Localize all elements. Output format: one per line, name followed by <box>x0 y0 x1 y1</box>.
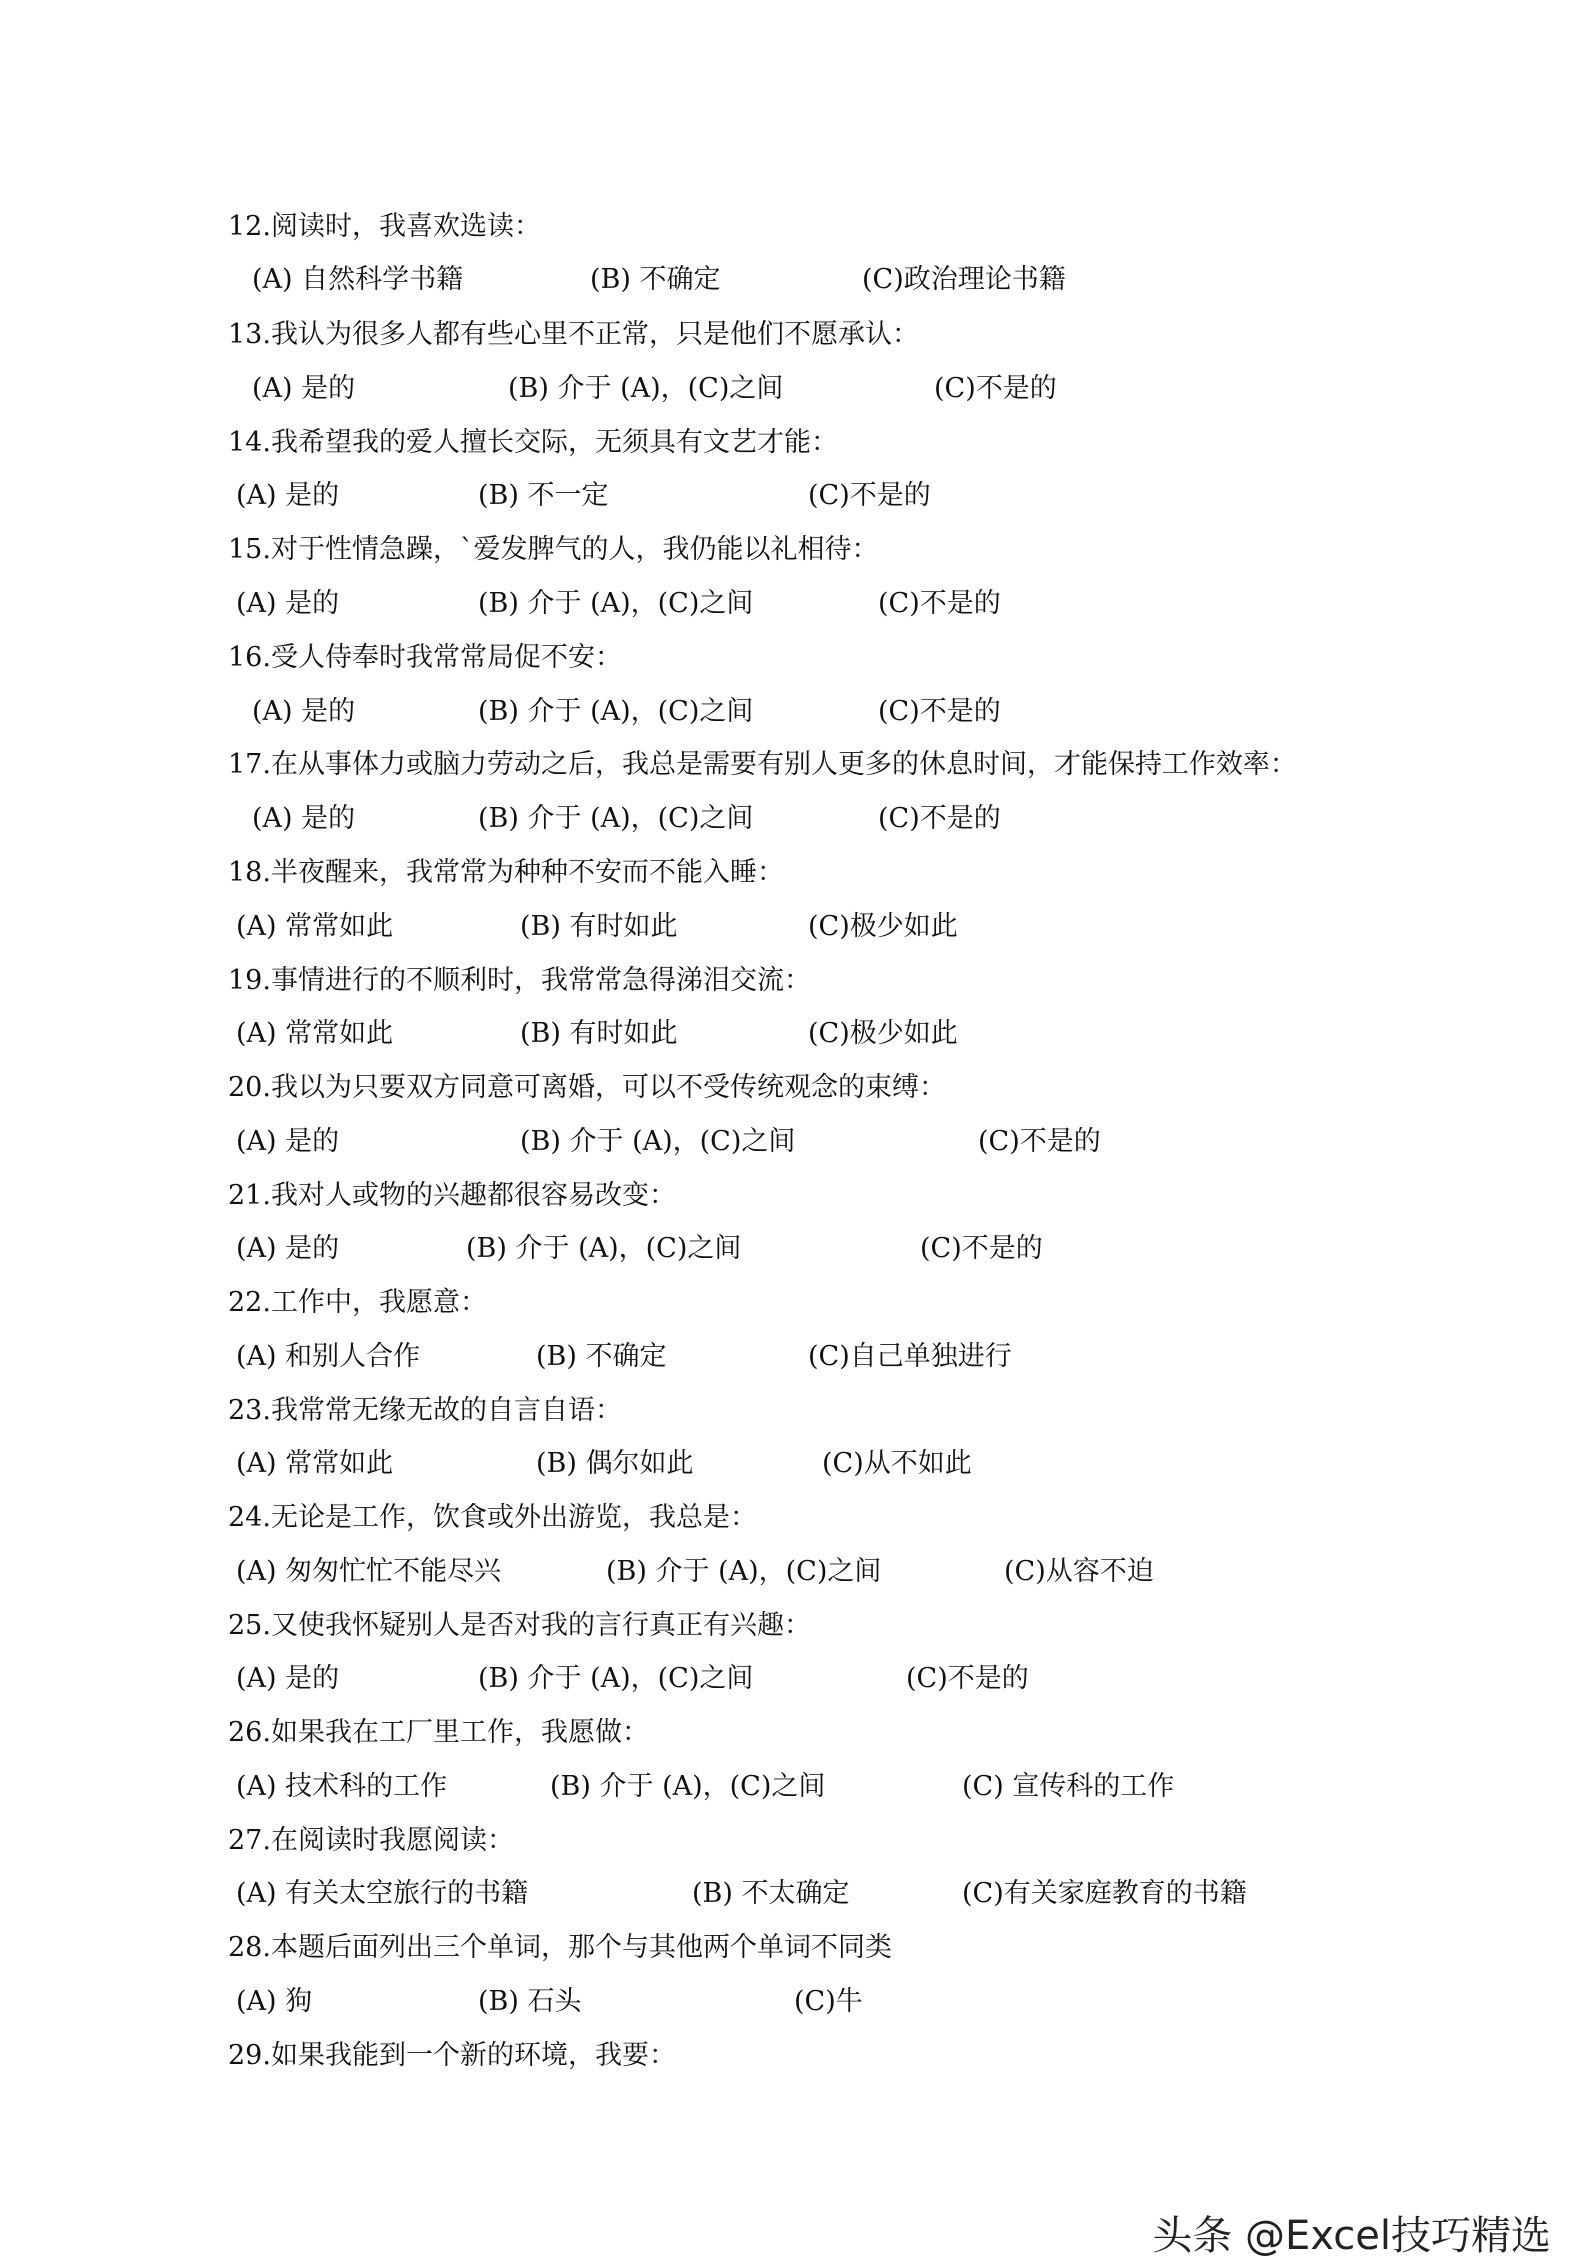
option-a[interactable]: (A) 是的 <box>236 1126 340 1157</box>
option-b[interactable]: (B) 有时如此 <box>520 911 678 942</box>
option-b[interactable]: (B) 介于 (A)，(C)之间 <box>478 803 754 834</box>
question-24: 24.无论是工作，饮食或外出游览，我总是： <box>228 1502 757 1533</box>
option-b[interactable]: (B) 不确定 <box>590 264 721 295</box>
option-c[interactable]: (C)从容不迫 <box>1004 1556 1154 1587</box>
option-a[interactable]: (A) 是的 <box>236 480 340 511</box>
option-b[interactable]: (B) 介于 (A)，(C)之间 <box>606 1556 882 1587</box>
option-c[interactable]: (C)不是的 <box>878 588 1001 619</box>
option-c[interactable]: (C)不是的 <box>920 1233 1043 1264</box>
question-14: 14.我希望我的爱人擅长交际，无须具有文艺才能： <box>228 427 838 458</box>
option-b[interactable]: (B) 不确定 <box>536 1341 667 1372</box>
option-c[interactable]: (C) 宣传科的工作 <box>962 1771 1175 1802</box>
question-12: 12.阅读时，我喜欢选读： <box>228 211 541 242</box>
question-27: 27.在阅读时我愿阅读： <box>228 1825 514 1856</box>
option-c[interactable]: (C)极少如此 <box>808 911 958 942</box>
question-26: 26.如果我在工厂里工作，我愿做： <box>228 1717 649 1748</box>
option-c[interactable]: (C)不是的 <box>808 480 931 511</box>
option-c[interactable]: (C)不是的 <box>878 803 1001 834</box>
option-b[interactable]: (B) 有时如此 <box>520 1018 678 1049</box>
option-c[interactable]: (C)自己单独进行 <box>808 1341 1012 1372</box>
question-17: 17.在从事体力或脑力劳动之后，我总是需要有别人更多的休息时间，才能保持工作效率： <box>228 749 1297 780</box>
question-28: 28.本题后面列出三个单词，那个与其他两个单词不同类 <box>228 1932 892 1963</box>
option-b[interactable]: (B) 介于 (A)，(C)之间 <box>520 1126 796 1157</box>
option-a[interactable]: (A) 狗 <box>236 1986 313 2017</box>
question-20: 20.我以为只要双方同意可离婚，可以不受传统观念的束缚： <box>228 1072 946 1103</box>
option-a[interactable]: (A) 是的 <box>236 588 340 619</box>
question-25: 25.又使我怀疑别人是否对我的言行真正有兴趣： <box>228 1610 811 1641</box>
question-16: 16.受人侍奉时我常常局促不安： <box>228 642 622 673</box>
option-b[interactable]: (B) 介于 (A)，(C)之间 <box>550 1771 826 1802</box>
question-19: 19.事情进行的不顺利时，我常常急得涕泪交流： <box>228 965 811 996</box>
option-c[interactable]: (C)不是的 <box>978 1126 1101 1157</box>
question-18: 18.半夜醒来，我常常为种种不安而不能入睡： <box>228 857 784 888</box>
option-a[interactable]: (A) 常常如此 <box>236 1448 394 1479</box>
question-13: 13.我认为很多人都有些心里不正常，只是他们不愿承认： <box>228 319 919 350</box>
question-22: 22.工作中，我愿意： <box>228 1287 487 1318</box>
option-b[interactable]: (B) 不一定 <box>478 480 609 511</box>
option-a[interactable]: (A) 是的 <box>252 373 356 404</box>
option-a[interactable]: (A) 是的 <box>252 803 356 834</box>
option-a[interactable]: (A) 匆匆忙忙不能尽兴 <box>236 1556 502 1587</box>
option-b[interactable]: (B) 偶尔如此 <box>536 1448 694 1479</box>
option-c[interactable]: (C)极少如此 <box>808 1018 958 1049</box>
option-b[interactable]: (B) 不太确定 <box>692 1878 850 1909</box>
option-a[interactable]: (A) 自然科学书籍 <box>252 264 464 295</box>
option-a[interactable]: (A) 常常如此 <box>236 911 394 942</box>
question-23: 23.我常常无缘无故的自言自语： <box>228 1395 622 1426</box>
option-a[interactable]: (A) 技术科的工作 <box>236 1771 448 1802</box>
option-c[interactable]: (C)不是的 <box>878 696 1001 727</box>
option-a[interactable]: (A) 是的 <box>236 1663 340 1694</box>
option-a[interactable]: (A) 是的 <box>236 1233 340 1264</box>
option-b[interactable]: (B) 介于 (A)，(C)之间 <box>466 1233 742 1264</box>
option-a[interactable]: (A) 和别人合作 <box>236 1341 421 1372</box>
option-a[interactable]: (A) 有关太空旅行的书籍 <box>236 1878 529 1909</box>
option-c[interactable]: (C)不是的 <box>906 1663 1029 1694</box>
option-b[interactable]: (B) 石头 <box>478 1986 582 2017</box>
question-29: 29.如果我能到一个新的环境，我要： <box>228 2040 676 2071</box>
watermark: 头条 @Excel技巧精选 <box>1152 2213 1551 2259</box>
option-c[interactable]: (C)从不如此 <box>822 1448 972 1479</box>
option-c[interactable]: (C)不是的 <box>934 373 1057 404</box>
option-c[interactable]: (C)有关家庭教育的书籍 <box>962 1878 1247 1909</box>
question-21: 21.我对人或物的兴趣都很容易改变： <box>228 1180 676 1211</box>
option-b[interactable]: (B) 介于 (A)，(C)之间 <box>508 373 784 404</box>
option-b[interactable]: (B) 介于 (A)，(C)之间 <box>478 588 754 619</box>
question-15: 15.对于性情急躁，`爱发脾气的人，我仍能以礼相待： <box>228 534 879 565</box>
option-b[interactable]: (B) 介于 (A)，(C)之间 <box>478 1663 754 1694</box>
option-b[interactable]: (B) 介于 (A)，(C)之间 <box>478 696 754 727</box>
option-c[interactable]: (C)牛 <box>794 1986 863 2017</box>
option-a[interactable]: (A) 常常如此 <box>236 1018 394 1049</box>
option-a[interactable]: (A) 是的 <box>252 696 356 727</box>
option-c[interactable]: (C)政治理论书籍 <box>862 264 1066 295</box>
